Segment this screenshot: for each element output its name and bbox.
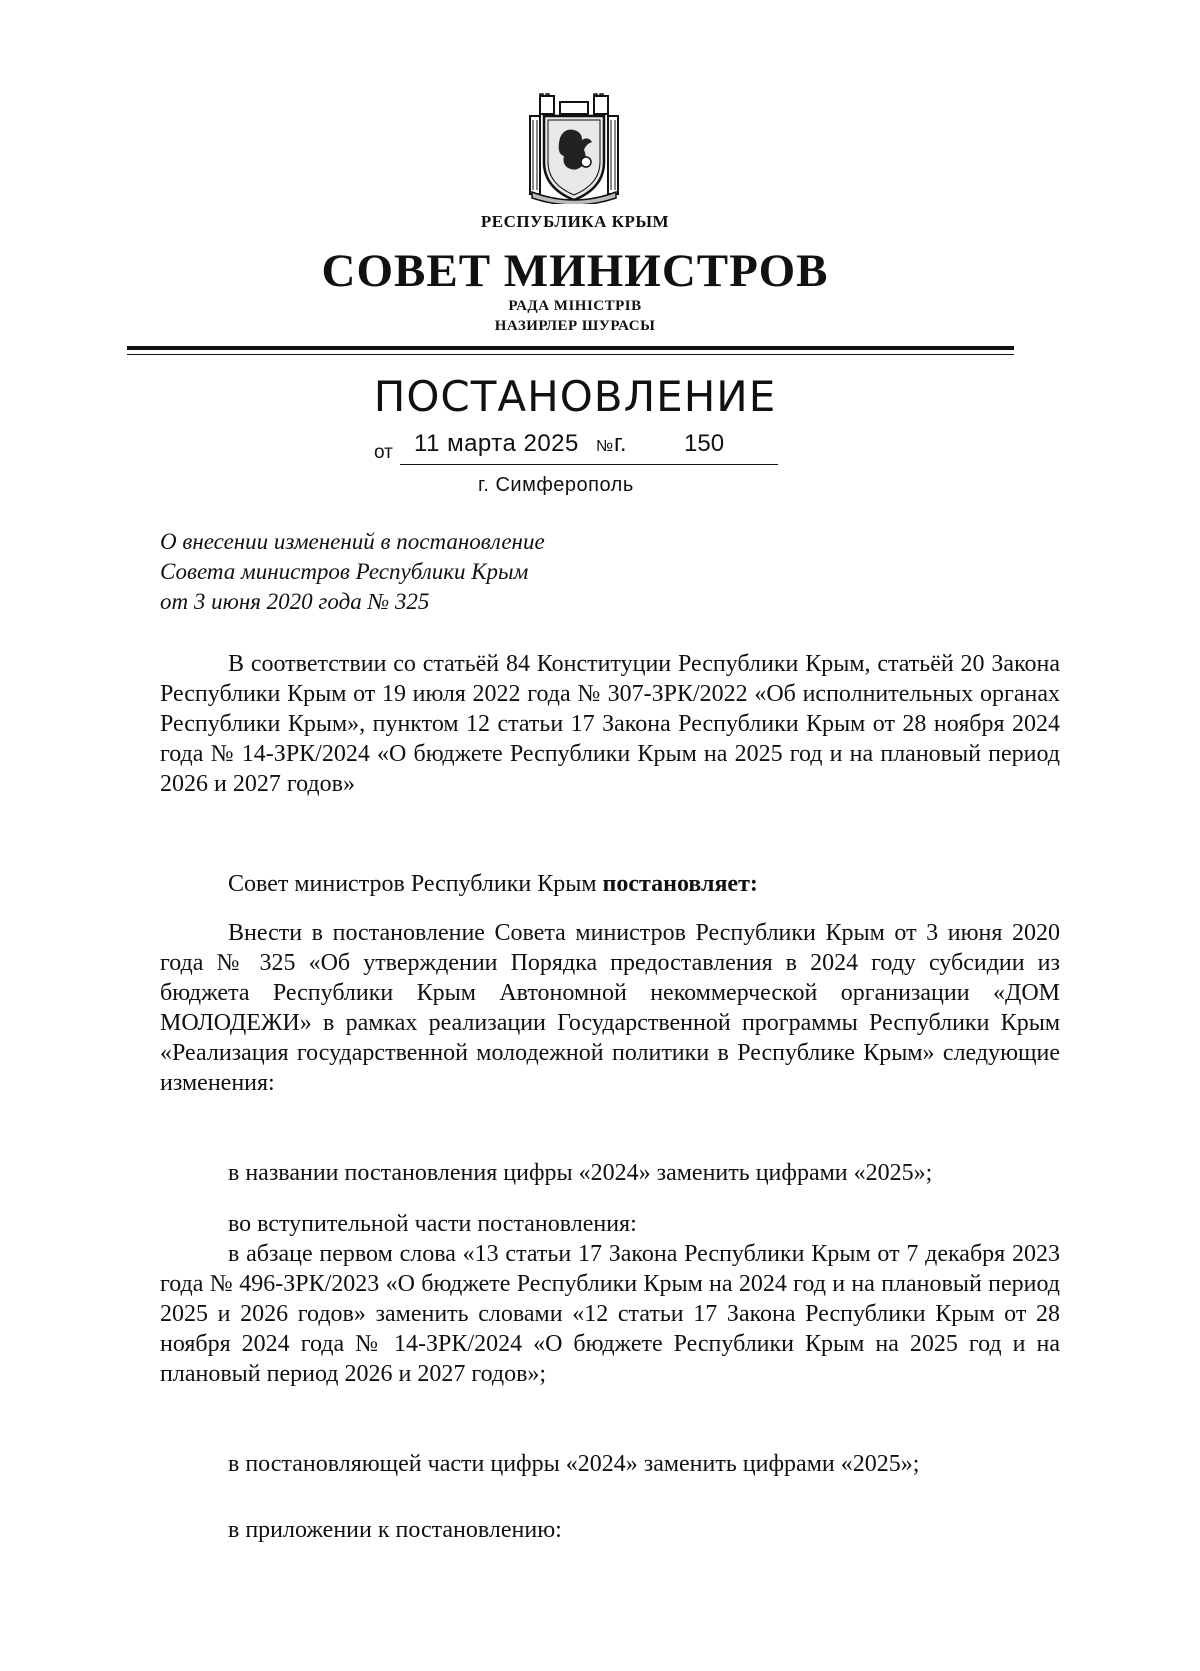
republic-name: РЕСПУБЛИКА КРЫМ [480, 212, 670, 231]
decree-intro: Совет министров Республики Крым [228, 871, 603, 897]
decree-verb: постановляет: [602, 871, 758, 897]
document-city: г. Симферополь [478, 474, 634, 496]
document-title [160, 527, 760, 617]
amendment-item-intro-part: во вступительной части постановления: [228, 1211, 637, 1237]
amendment-item-annex: в приложении к постановлению: [228, 1517, 562, 1543]
title-line: Совета министров Республики Крым [160, 559, 529, 584]
amendment-item-operative-part: в постановляющей части цифры «2024» заменить цифрами «2025»; [228, 1451, 920, 1477]
council-name-ukrainian: РАДА МІНІСТРІВ [508, 298, 642, 314]
decree-paragraph [160, 869, 1060, 899]
coat-of-arms-icon [526, 92, 622, 204]
amendment-item-paragraph-one: в абзаце первом слова «13 статьи 17 Закона Республики Крым от 7 декабря 2023 года № 496-ЗРК/2023 «О бюджете Республики Крым на 2024 год и на плановый период 2025 и 2026 годов» заменить словами «12 статьи 17 Закона Республики Крым от 28 ноября 2024 года № 14-ЗРК/2024 «О бюджете Республики Крым на 2025 год и на плановый период 2026 и 2027 годов»; [160, 1241, 1060, 1387]
document-date-line [374, 430, 774, 470]
document-date: 11 марта 2025 [414, 430, 579, 457]
number-label: № [596, 438, 614, 455]
amendment-intro-paragraph: Внести в постановление Совета министров Республики Крым от 3 июня 2020 года № 325 «Об утверждении Порядка предоставления в 2024 году субсидии из бюджета Республики Крым Автономной некоммерческой организации «ДОМ МОЛОДЕЖИ» в рамках реализации Государственной программы Республики Крым «Реализация государственной молодежной политики в Республике Крым» следующие изменения: [160, 920, 1060, 1096]
document-number: 150 [684, 430, 725, 457]
preamble-paragraph: В соответствии со статьёй 84 Конституции Республики Крым, статьёй 20 Закона Республики Крым от 19 июля 2022 года № 307-ЗРК/2022 «Об исполнительных органах Республики Крым», пунктом 12 статьи 17 Закона Республики Крым от 28 ноября 2024 года № 14-ЗРК/2024 «О бюджете Республики Крым на 2025 год и на плановый период 2026 и 2027 годов» [160, 651, 1060, 797]
council-name: СОВЕТ МИНИСТРОВ [321, 245, 829, 297]
document-type: ПОСТАНОВЛЕНИЕ [373, 372, 777, 421]
header-divider-thick [127, 346, 1014, 350]
date-prefix: от [374, 442, 393, 463]
title-line: О внесении изменений в постановление [160, 529, 545, 554]
amendment-item-title: в названии постановления цифры «2024» заменить цифрами «2025»; [228, 1160, 933, 1186]
council-name-crimean-tatar: НАЗИРЛЕР ШУРАСЫ [494, 318, 656, 334]
title-line: от 3 июня 2020 года № 325 [160, 589, 430, 614]
header-divider-thin [127, 354, 1014, 355]
date-underline [400, 464, 778, 465]
year-suffix: г. [614, 430, 627, 457]
